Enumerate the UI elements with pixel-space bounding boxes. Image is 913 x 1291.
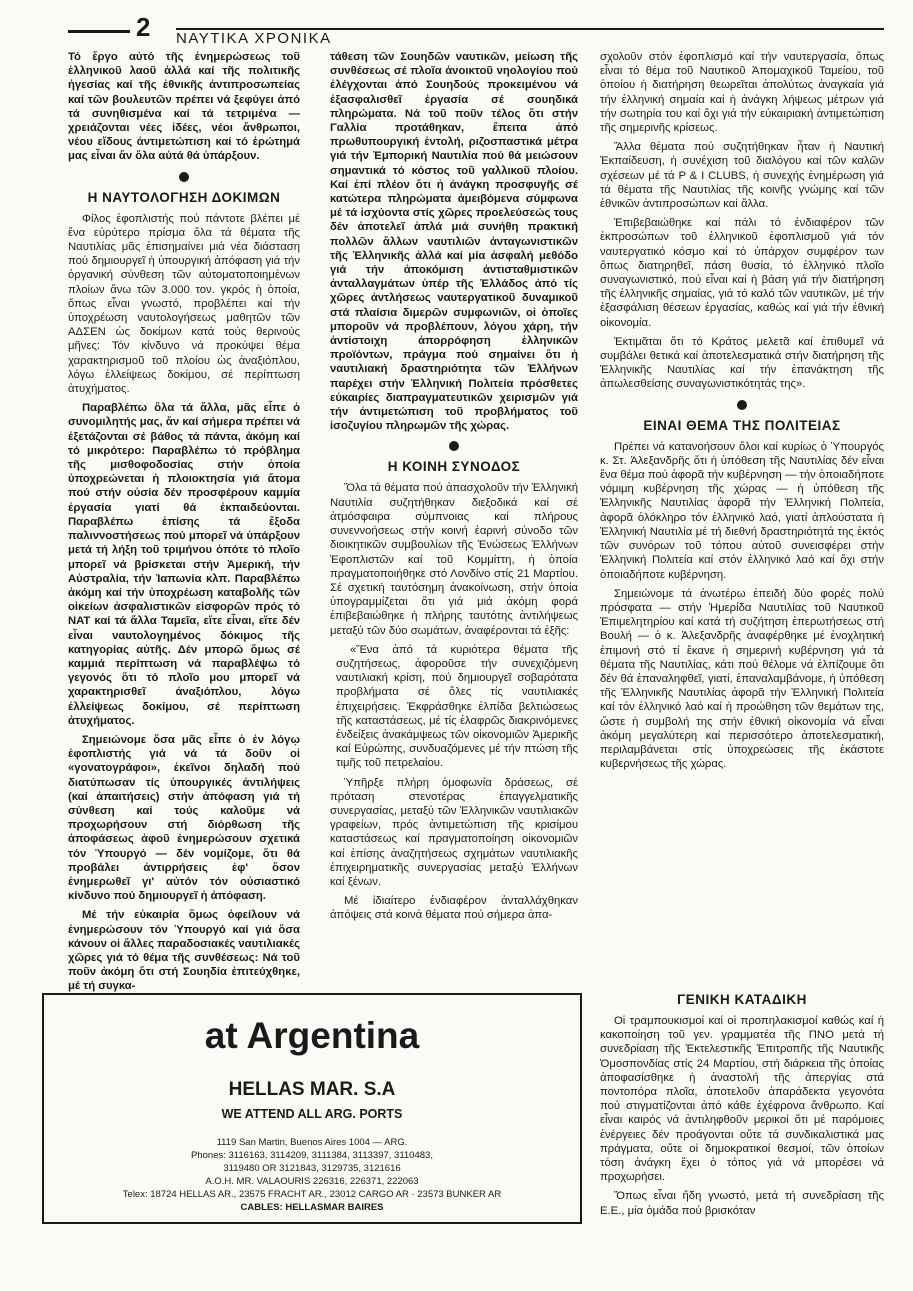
- paragraph: Ἄλλα θέματα πού συζητήθηκαν ἦταν ἡ Ναυτική Ἐκπαίδευση, ἡ συνέχιση τοῦ διαλόγου καί τῶν καλῶν σχέσεων μέ τά P & I CLUBS, ἡ συνεχής ἐνημέρωση γιά τά θέματα τῆς Ναυτιλίας τῆς κοινῆς γνώμης καί τῶν ἐθνικῶν ἀντιπροσώπων καί ἄλλα.: [600, 141, 884, 211]
- column-1: [68, 50, 300, 999]
- paragraph: Φίλος ἐφοπλιστής πού πάντοτε βλέπει μέ ἕνα εὐρύτερο πρίσμα ὅλα τά θέματα τῆς Ναυτιλίας μᾶς ἐπισημαίνει μιά νέα διάσταση πού δημιουργεῖ ἡ ὑπουργική ἀπόφαση γιά τήν ὀργανική σύνθεση τῶν αὐτοματοποιημένων πλοίων ἄνω τῶν 3.000 τον. γκρός ἡ ὁποία, ὅπως εἶναι γνωστό, προβλέπει καί τήν ὑποχρέωση ναυτολογήσεως μαθητῶν τῶν ΑΔΣΕΝ ὡς δοκίμων κατά τούς θερινούς μῆνες: Τόν κίνδυνο νά προκύψει θέμα χαρακτηρισμοῦ τοῦ πλοίου ὡς ἀναξιόπλου, λόγω ἐλλείψεως δοκίμου, σέ περίπτωση ἀτυχήματος.: [68, 212, 300, 396]
- section-bullet: [449, 441, 459, 451]
- paragraph: τάθεση τῶν Σουηδῶν ναυτικῶν, μείωση τῆς συνθέσεως σέ πλοῖα ἀνοικτοῦ νηολογίου πού ἐλέγχονται ἀπό Σουηδούς προκειμένου νά ἐξασφαλισθεῖ ἐργασία σέ σουηδικά πληρώματα. Νά τοῦ ποῦν τέλος ὅτι στήν Γαλλία προτάθηκαν, ἔπειτα ἀπό πρωθυπουργική ἐντολή, ριζοσπαστικά μέτρα γιά τήν Ἐμπορική Ναυτιλία πού θά μειώσουν σημαντικά τό κόστος τοῦ γαλλικοῦ πλοίου. Καί ἐπί πλέον ὅτι ἡ ἀνάγκη προσφυγῆς σέ κατώτερα πληρώματα ἀμειβόμενα σύμφωνα μέ τά ἰσχύοντα στίς χῶρες προελεύσεώς τους δέν ἀποτελεῖ ἁπλά μιά συνήθη πρακτική πολλῶν ἄλλων ναυτιλιῶν ἀνταγωνιστικῶν τῆς Ἑλληνικῆς ἀλλά καί μία ἀσφαλή μεθόδο γιά τήν ἀποκόμιση ἀντισταθμιστικῶν ἀνταλλαγμάτων ὑπέρ τῆς Ἑλλάδος ἀπό τίς χῶρες ἀντλήσεως ναυτεργατικοῦ δυναμικοῦ στά πλαίσια διμερῶν συμφωνιῶν, οἱ ὁποῖες μποροῦν νά προβλέπουν, λόγου χάρη, τήν ἀντίστοιχη ἀπορρόφηση ἑλληνικῶν προϊόντων, πράγμα πού σημαίνει ὅτι ἡ ναυτιλιακή δραστηριότητα τῶν Ἑλλήνων παρέχει στήν Ἑλληνική Πολιτεία πρόσθετες εὐκαιρίες διαπραγματευτικῶν χειρισμῶν γιά τήν ἀντιμετώπιση τοῦ προβλήματος τοῦ ἰσοζυγίου πληρωμῶν τῆς χώρας.: [330, 51, 578, 433]
- heading-naftologisi: Η ΝΑΥΤΟΛΟΓΗΣΗ ΔΟΚΙΜΩΝ: [87, 189, 281, 205]
- paragraph: Οἱ τραμπουκισμοί καί οἱ προπηλακισμοί καθώς καί ἡ κακοποίηση τοῦ γεν. γραμματέα τῆς ΠΝΟ μετά τή συνεδρίαση τῆς Ἐκτελεστικῆς Ἐπιτροπῆς τῆς Ναυτικῆς Ὁμοσπονδίας στίς 24 Μαρτίου, στή διάρκεια τῆς ὁποίας ἀποφασίσθηκε ἡ ἀναστολή τῆς ἀπεργίας στά ποντοπόρα πλοῖα, ἀποτελοῦν ἀπαράδεκτα γεγονότα πού στιγματίζονται ἀπό κάθε ἐχέφρονα ἄνθρωπο. Καί εἶναι καιρός νά ἀντιληφθοῦν μερικοί ὅτι μέ παρόμοιες ἐνέργειες δέν προάγονται οὔτε τά συνδικαλιστικά μας πράγματα, οὔτε οἱ δημοκρατικοί θεσμοί, τῶν ὁποίων τόση ἀνάγκη ἔχει ὁ τόπος γιά νά μπορέσει νά προχωρήσει.: [600, 1015, 884, 1184]
- paragraph: Ὑπῆρξε πλήρη ὁμοφωνία δράσεως, σέ πρόταση στενοτέρας ἐπαγγελματικῆς συνεργασίας, μεταξύ τῶν Ἑλληνικῶν ναυτιλιακῶν γραφείων, πρός ἀντιμετώπιση τῆς κρισίμου καταστάσεως καί πραγματοποίηση οἰκονομιῶν καί ἐπίσης ἀναζητήσεως σχημάτων ναυτιλιακῆς ἐπιχειρηματικῆς συνεργασίας μεταξύ Ἑλλήνων καί ξένων.: [330, 776, 578, 888]
- paragraph: Πρέπει νά κατανοήσουν ὅλοι καί κυρίως ὁ Ὑπουργός κ. Στ. Ἀλεξανδρῆς ὅτι ἡ ὑπόθεση τῆς Ναυτιλίας δέν εἶναι ἕνα θέμα πού ἀφορᾶ τήν κυβέρνηση — τήν ὁποιαδήποτε νόμιμη κυβέρνηση τῆς χώρας — ἡ ὑπόθεση τῆς Ἑλληνικῆς Ναυτιλίας ἀφορᾶ τήν Ἑλληνική Πολιτεία, ἀφορᾶ ὁλόκληρο τόν ἑλληνικό λαό, γιατί ἀπλούστατα ἡ Ἑλληνική Ναυτιλία μέ τή διεθνή δραστηριότητά της ἐκτός τῶν συνόρων τοῦ τόπου αὐτοῦ συνεισφέρει στήν Ἑλληνική Πολιτεία καί στόν ἑλληνικό λαό καί ὄχι στήν ὁποιαδήποτε κυβέρνηση.: [600, 440, 884, 581]
- ad-headline: at Argentina: [204, 1015, 420, 1056]
- heading-koini-synodos: Η ΚΟΙΝΗ ΣΥΝΟΔΟΣ: [387, 459, 521, 475]
- heading-thema-politeias: ΕΙΝΑΙ ΘΕΜΑ ΤΗΣ ΠΟΛΙΤΕΙΑΣ: [643, 417, 841, 433]
- paragraph: Ἐπιβεβαιώθηκε καί πάλι τό ἐνδιαφέρον τῶν ἐκπροσώπων τοῦ ἑλληνικοῦ ἐφοπλισμοῦ γιά τόν ναυτεργατικό κόσμο καί τό ὑπάρχον συμφέρον των ὅπως διατηρηθεῖ, πάση θυσία, τό ἑλληνικό πλοῖο συναγωνιστικό, πού εἶναι καί ἡ βάση γιά τήν διατήρηση τῆς ἑλληνικῆς σημαίας, γιά τό καλό τῶν ναυτικῶν, μέ τήν ἐξασφάλιση θέσεων ἐργασίας, καθώς καί γιά τήν ἐθνική οἰκονομία.: [600, 217, 884, 329]
- paragraph: Ὅλα τά θέματα πού ἀπασχολοῦν τήν Ἑλληνική Ναυτιλία συζητήθηκαν διεξοδικά καί σέ ἀτμόσφαιρα σύμπνοιας καί πλήρους συνεννοήσεως στήν κοινή ἐαρινή σύνοδο τῶν διοικητικῶν συμβουλίων τῆς Ἑνώσεως Ἑλλήνων Ἐφοπλιστῶν καί τοῦ Κομμίττη, ἡ ὁποία πραγματοποιήθηκε στό Λονδίνο στίς 21 Μαρτίου. Σέ σχετική ταυτόσημη ἀνακοίνωση, στήν ὁποία ὑπογραμμίζεται ὅτι γιά μιά ἀκόμη φορά ἐπιβεβαιώθηκε ἡ πλήρης ταυτότης ἀντιλήψεως μεταξύ τῶν δύο σωμάτων, ἀναφέρονται τά ἑξῆς:: [330, 482, 578, 637]
- column-2: [330, 50, 578, 928]
- header-rule-left: [68, 30, 130, 33]
- quote-paragraph: «Ἕνα ἀπό τά κυριότερα θέματα τῆς συζητήσεως, ἀφοροῦσε τήν συνεχιζόμενη ναυτιλιακή κρίση, πού δημιουργεῖ σοβαρότατα προβλήματα σέ ὅλες τίς ναυτιλιακές ἐπιχειρήσεις. Ἐκφράσθηκε ἐλπίδα βελτιώσεως τῆς καταστάσεως, μέ τίς ἐλαφρῶς διακρινόμενες ἐνδείξεις ἀνακάμψεως τῶν οἰκονομιῶν Ἀμερικῆς καί Εὐρώπης, συνδυαζόμενες μέ τήν πτώση τῆς τιμῆς τοῦ πετρελαίου.: [336, 643, 578, 770]
- publication-title: ΝΑΥΤΙΚΑ ΧΡΟΝΙΚΑ: [176, 30, 332, 47]
- section-bullet: [737, 400, 747, 410]
- paragraph: Μέ τήν εὐκαιρία ὅμως ὀφείλουν νά ἐνημερώσουν τόν Ὑπουργό καί γιά ὅσα κάνουν οἱ ἄλλες παραδοσιακές ναυτιλιακές χῶρες γιά τό θέμα τῆς συνθέσεως: Νά τοῦ ποῦν ἀκόμη ὅτι στή Σουηδία ἐπιτεύχθηκε, μέ τή συγκα-: [68, 909, 300, 993]
- section-bullet: [179, 172, 189, 182]
- page-number: 2: [136, 12, 151, 42]
- ad-tagline: WE ATTEND ALL ARG. PORTS: [221, 1107, 403, 1121]
- column-4: [600, 992, 884, 1223]
- ad-phones-2: 3119480 OR 3121843, 3129735, 3121616: [223, 1163, 401, 1174]
- intro-paragraph: Τό ἔργο αὐτό τῆς ἐνημερώσεως τοῦ ἑλληνικοῦ λαοῦ ἀλλά καί τῆς πολιτικῆς ἡγεσίας καί τῆς ἐθνικῆς ἀντιπροσωπείας καί τῶν βουλευτῶν πρέπει νά ξεφύγει ἀπό τά συνηθισμένα καί τά τετριμένα — χρειάζονται νέες ἰδέες, νέοι ἄνθρωποι, νέου εἴδους ἀντιμετώπιση καί τό ἐρώτημά μας εἶναι ἄν ὅλα αὐτά θά ὑπάρξουν.: [68, 51, 300, 163]
- paragraph: Σημειώνομε ὅσα μᾶς εἶπε ὁ ἐν λόγῳ ἐφοπλιστής γιά νά τά δοῦν οἱ «γονατογράφοι», ἐκεῖνοι δηλαδή πού διατύπωσαν τίς ὑπουργικές ἀντιλήψεις (καί ἀπαιτήσεις) στήν ἀπόφαση γιά τή σύνθεση καί τούς καλοῦμε νά προχωρήσουν στή διόρθωση τῆς ἀποφάσεως ἀφοῦ ἐνημερώσουν σχετικά τόν Ὑπουργό — δέν νομίζομε, ὅτι θά προβάλει ἀντιρρήσεις ἐφ' ὅσον ἐνημερωθεῖ γι' αὐτόν τόν οὐσιαστικό κίνδυνο πού δημιουργεῖ ἡ ἀπόφαση.: [68, 733, 300, 903]
- ad-telex: Telex: 18724 HELLAS AR., 23575 FRACHT AR., 23012 CARGO AR · 23573 BUNKER AR: [122, 1189, 502, 1200]
- paragraph: Παραβλέπω ὅλα τά ἄλλα, μᾶς εἶπε ὁ συνομιλητής μας, ἄν καί σήμερα πρέπει νά ἐξετάζονται σέ βάθος τά πάντα, ἀκόμη καί τό μικρότερο: Παραβλέπω τό πρόβλημα τῆς μισθοφοδοσίας στήν ὁποία ὑποχρεώνεται ἡ πλοιοκτησία γιά ἄτομα πού στήν οὐσία δέν προσφέρουν καμμία ἐργασία γιατί θά ἐκπαιδεύονται. Παραβλέπω ἐπίσης τά ἔξοδα παλιννοστήσεως πού μπορεῖ νά ὑπάρξουν μετά τή λήξη τοῦ τριμήνου ὁπότε τό πλοῖο μπορεῖ νά βρίσκεται στήν Ἀμερική, τήν Αὐστραλία, τήν Ἰαπωνία κλπ. Παραβλέπω ἀκόμη καί τήν ὑποχρέωση καταβολῆς τῶν οἰκείων ἀσφαλιστικῶν εἰσφορῶν πρός τό ΝΑΤ καί τά ἄλλα Ταμεῖα, εἴτε εἶναι, εἴτε δέν εἶναι ναυτολογημένος δόκιμος τῆς κατηγορίας αὐτῆς. Δέν μπορῶ ὅμως σέ καμμιά περίπτωση νά παραβλέψω τό γεγονός ὅτι τό πλοῖο μου μπορεῖ νά χαρακτηρισθεῖ ἀναξιόπλου, λόγω ἐλλείψεως δοκίμου, σέ περίπτωση ἀτυχήματος.: [68, 402, 300, 727]
- paragraph: Σημειώνομε τά ἀνωτέρω ἐπειδή δύο φορές πολύ πρόσφατα — στήν Ἡμερίδα Ναυτιλίας τοῦ Ναυτικοῦ Ἐπιμελητηρίου καί κατά τή συζήτηση ἐπερωτήσεως στή Βουλή — ὁ κ. Ἀλεξανδρῆς ἀναφέρθηκε μέ ἐνοχλητική ἐπιμονή στό τί ἔκανε ἡ σημερινή κυβέρνηση γιά τά θέματα τῆς Ναυτιλίας, κάτι πού θέλομε νά ἐλπίζουμε ὅτι δέν θά ἐπαναληφθεῖ, γιατί, ἐπαναλαμβάνομε, ἡ ὑπόθεση τῆς Ἑλληνικῆς Ναυτιλίας ἀφορᾶ τήν Ἑλληνική Πολιτεία καί τόν ἑλληνικό λαό καί ἡ προώθηση τῶν θεμάτων της, ὥστε ἡ συμβολή της στήν ἐθνική οἰκονομία νά εἶναι ἀκόμη μεγαλύτερη καί περισσότερο ἀποτελεσματική, περιλαμβάνεται στίς ὑποχρεώσεις τῆς ἑκάστοτε κυβερνήσεως τῆς χώρας.: [600, 587, 884, 771]
- paragraph: σχολοῦν στόν ἐφοπλισμό καί τήν ναυτεργασία, ὅπως εἶναι τό θέμα τοῦ Ναυτικοῦ Ἀπομαχικοῦ Ταμείου, τοῦ ὁποίου ἡ διατήρηση θεωρεῖται ἀπολύτως ἀναγκαία γιά τήν ἑλληνική σημαία καί ἡ ἀνάγκη λήψεως μέτρων γιά τήν σωτηρία του καί ὄχι γιά τήν εὐκαιριακή ἀντιμετώπιση τῆς σημερινῆς κρίσεως.: [600, 51, 884, 135]
- paragraph: Ὅπως εἶναι ἤδη γνωστό, μετά τή συνεδρίαση τῆς Ε.Ε., μία ὁμάδα πού βρισκόταν: [600, 1190, 884, 1217]
- ad-company: HELLAS MAR. S.A: [228, 1079, 396, 1100]
- ad-cables: CABLES: HELLASMAR BAIRES: [240, 1202, 384, 1213]
- heading-geniki-katadiki: ΓΕΝΙΚΗ ΚΑΤΑΔΙΚΗ: [677, 992, 807, 1007]
- ad-aoh: A.O.H. MR. VALAOURIS 226316, 226371, 222063: [205, 1176, 419, 1187]
- paragraph: Ἐκτιμᾶται ὅτι τό Κράτος μελετᾶ καί ἐπιθυμεῖ νά συμβάλει θετικά καί ἀποτελεσματικά στήν διατήρηση τῆς Ἑλληνικῆς Ναυτιλίας καί τήν ἐπανάκτηση τῆς ἀπωλεσθείσης συναγωνιστικότητάς της».: [600, 335, 884, 391]
- ad-address: 1119 San Martin, Buenos Aires 1004 — ARG.: [216, 1137, 408, 1148]
- advertisement-box: [42, 993, 582, 1224]
- column-3: [600, 50, 884, 776]
- ad-phones-1: Phones: 3116163, 3114209, 3111384, 3113397, 3110483,: [191, 1150, 433, 1161]
- paragraph: Μέ ἰδιαίτερο ἐνδιαφέρον ἀνταλλάχθηκαν ἀπόψεις στά κοινά θέματα πού σήμερα ἀπα-: [330, 895, 578, 922]
